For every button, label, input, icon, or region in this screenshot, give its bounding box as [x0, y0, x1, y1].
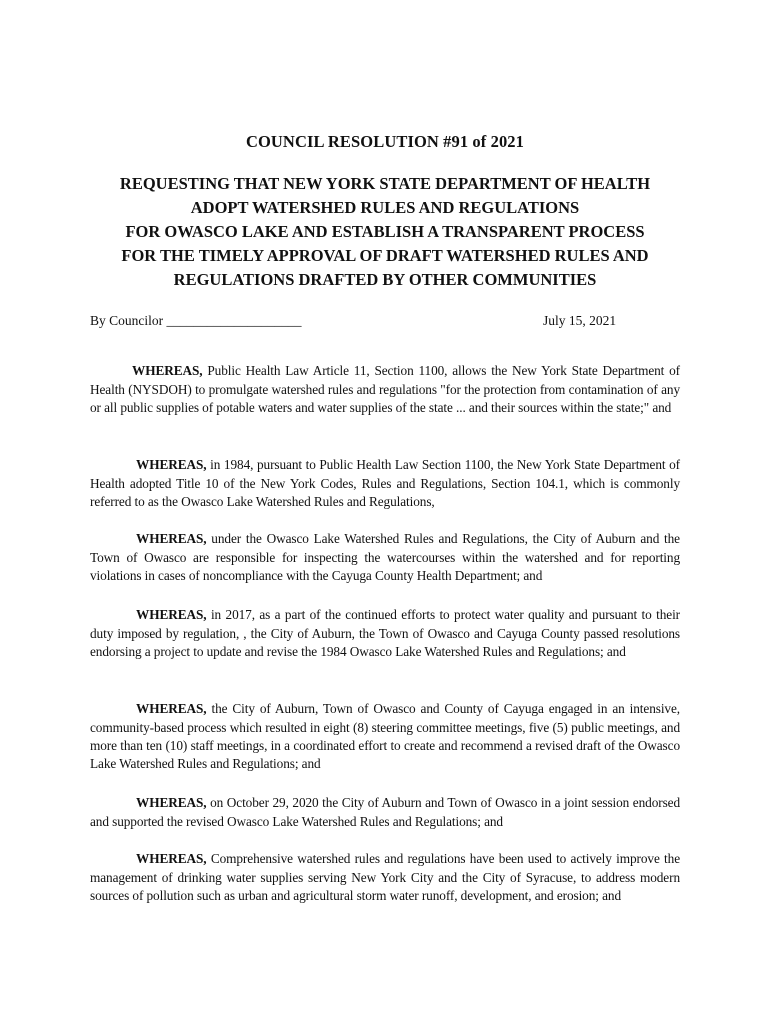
councilor-byline: By Councilor ____________________: [90, 313, 302, 328]
paragraph-text: in 2017, as a part of the continued efforts to protect water quality and pursuant to their duty imposed by regulation, , the City of Auburn, the Town of Owasco and Cayuga County passed resolutions endorsing a project to update and revise the 1984 Owasco Lake Watershed Rules and Regulations; and: [90, 607, 680, 659]
title-line: REGULATIONS DRAFTED BY OTHER COMMUNITIES: [173, 270, 597, 289]
resolution-title: [0, 172, 770, 292]
whereas-label: WHEREAS,: [136, 701, 207, 717]
title-line: FOR OWASCO LAKE AND ESTABLISH A TRANSPARENT PROCESS: [125, 222, 645, 241]
whereas-paragraph: [90, 850, 680, 905]
paragraph-text: on October 29, 2020 the City of Auburn and Town of Owasco in a joint session endorsed and supported the revised Owasco Lake Watershed Rules and Regulations; and: [90, 795, 680, 829]
whereas-label: WHEREAS,: [132, 363, 203, 379]
resolution-number: COUNCIL RESOLUTION #91 of 2021: [245, 132, 525, 151]
paragraph-text: Public Health Law Article 11, Section 1100, allows the New York State Department of Health (NYSDOH) to promulgate watershed rules and regulations "for the protection from contamination of any or all public supplies of potable waters and water supplies of the state ... and their sources within the state;" and: [90, 363, 680, 415]
whereas-label: WHEREAS,: [136, 531, 207, 547]
whereas-paragraph: [90, 456, 680, 511]
whereas-label: WHEREAS,: [136, 457, 207, 473]
whereas-label: WHEREAS,: [136, 795, 207, 811]
whereas-paragraph: [90, 362, 680, 417]
whereas-label: WHEREAS,: [136, 607, 207, 623]
resolution-date: July 15, 2021: [543, 313, 617, 328]
paragraph-text: the City of Auburn, Town of Owasco and County of Cayuga engaged in an intensive, community-based process which resulted in eight (8) steering committee meetings, five (5) public meetings, and more than ten (10) staff meetings, in a coordinated effort to create and recommend a revised draft of the Owasco Lake Watershed Rules and Regulations; and: [90, 701, 680, 771]
title-line: REQUESTING THAT NEW YORK STATE DEPARTMENT OF HEALTH: [119, 174, 651, 193]
whereas-paragraph: [90, 700, 680, 773]
paragraph-text: under the Owasco Lake Watershed Rules and Regulations, the City of Auburn and the Town of Owasco are responsible for inspecting the watercourses within the watershed and for reporting violations in cases of noncompliance with the Cayuga County Health Department; and: [90, 531, 680, 583]
byline-row: [90, 312, 680, 330]
paragraph-text: in 1984, pursuant to Public Health Law Section 1100, the New York State Department of Health adopted Title 10 of the New York Codes, Rules and Regulations, Section 104.1, which is commonly referred to as the Owasco Lake Watershed Rules and Regulations,: [90, 457, 680, 509]
whereas-paragraph: [90, 606, 680, 661]
whereas-label: WHEREAS,: [136, 851, 207, 867]
paragraph-text: Comprehensive watershed rules and regulations have been used to actively improve the management of drinking water supplies serving New York City and the City of Syracuse, to address modern sources of pollution such as urban and agricultural storm water runoff, development, and erosion; and: [90, 851, 680, 903]
whereas-paragraph: [90, 530, 680, 585]
whereas-paragraph: [90, 794, 680, 830]
title-line: FOR THE TIMELY APPROVAL OF DRAFT WATERSHED RULES AND: [121, 246, 649, 265]
title-line: ADOPT WATERSHED RULES AND REGULATIONS: [190, 198, 580, 217]
